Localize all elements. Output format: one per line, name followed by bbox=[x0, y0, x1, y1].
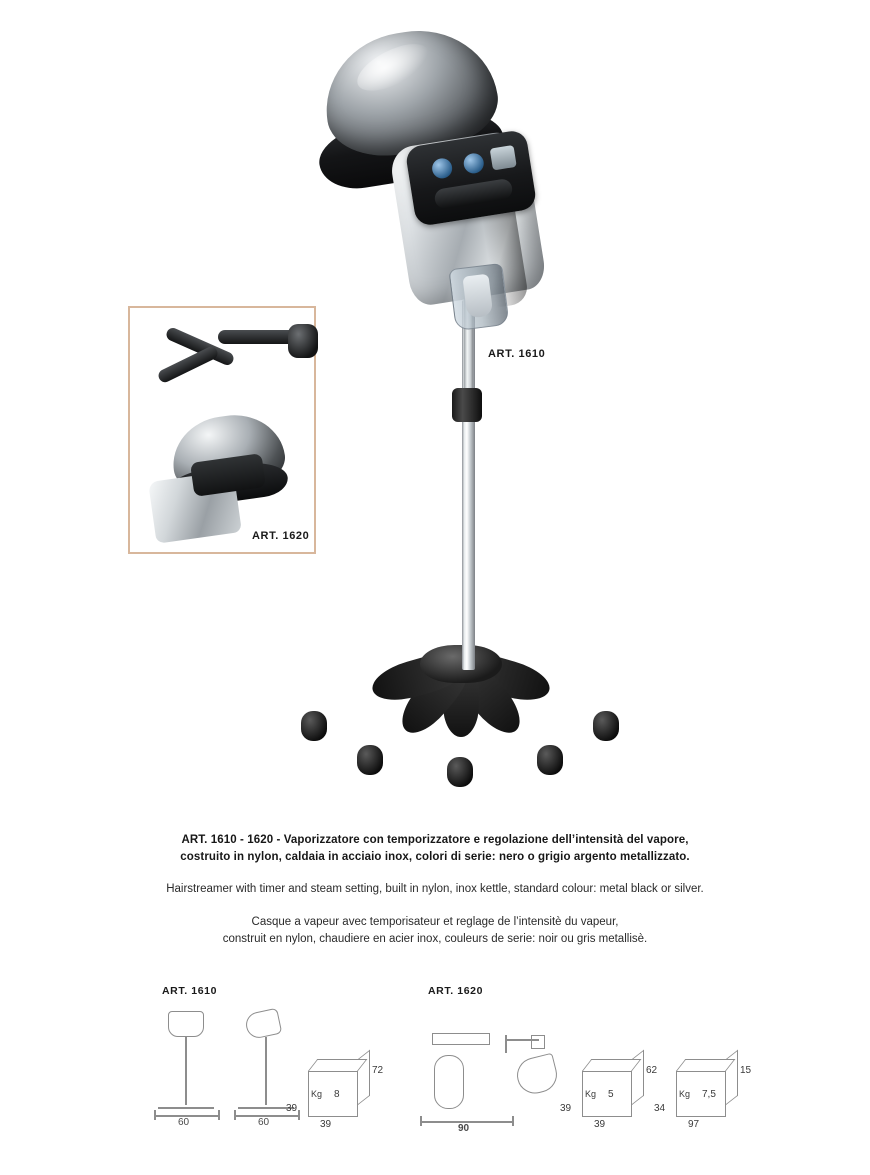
panel-vent bbox=[433, 178, 513, 210]
inset-photo-frame bbox=[128, 306, 316, 554]
drawing-dome-outline bbox=[434, 1055, 464, 1109]
carton-width: 97 bbox=[688, 1119, 700, 1130]
carton-kg-value: 5 bbox=[608, 1089, 614, 1100]
caster-wheel bbox=[301, 711, 327, 741]
carton-kg-value: 8 bbox=[334, 1089, 340, 1100]
steamer-head bbox=[318, 28, 558, 318]
drawing-pole-line bbox=[265, 1037, 267, 1105]
carton-kg-label: Kg bbox=[585, 1089, 597, 1099]
panel-display bbox=[490, 145, 517, 170]
carton-1610 bbox=[286, 1059, 384, 1130]
carton-height: 15 bbox=[740, 1065, 752, 1076]
carton-depth: 34 bbox=[654, 1103, 666, 1114]
description-fr-line2: construit en nylon, chaudiere en acier inox, couleurs de serie: noir ou gris metallisè. bbox=[222, 932, 648, 945]
dim-1620-width: 90 bbox=[458, 1123, 470, 1134]
description-block bbox=[0, 832, 870, 947]
carton-width: 39 bbox=[320, 1119, 332, 1130]
carton-height: 72 bbox=[372, 1065, 384, 1076]
dome-highlight bbox=[350, 35, 435, 101]
description-fr-line1: Casque a vapeur avec temporisateur et reglage de l’intensitè du vapeur, bbox=[251, 916, 619, 929]
drawing-dome-outline bbox=[513, 1053, 561, 1098]
dim-1610-front-width: 60 bbox=[178, 1117, 190, 1128]
drawing-dome-outline bbox=[168, 1011, 204, 1037]
drawing-1610-front bbox=[148, 1011, 234, 1129]
drawing-dimension-tick bbox=[218, 1110, 220, 1120]
height-adjust-collar bbox=[452, 388, 482, 422]
wall-mount-arm bbox=[150, 324, 310, 394]
carton-width: 39 bbox=[594, 1119, 606, 1130]
label-art-1620: ART. 1620 bbox=[252, 530, 310, 542]
carton-kg-label: Kg bbox=[679, 1089, 691, 1099]
description-it-line2: costruito in nylon, caldaia in acciaio inox, colori di serie: nero o grigio argento metallizzato. bbox=[180, 850, 690, 863]
inox-kettle bbox=[448, 263, 509, 331]
carton-side-face bbox=[632, 1050, 644, 1105]
drawing-dimension-tick bbox=[234, 1110, 236, 1120]
drawing-pole-line bbox=[185, 1037, 187, 1105]
carton-1620-a bbox=[560, 1059, 658, 1130]
drawing-dimension-tick bbox=[154, 1110, 156, 1120]
drawing-dimension-tick bbox=[298, 1110, 300, 1120]
drawing-base-line bbox=[158, 1107, 214, 1109]
stand-base bbox=[295, 645, 625, 765]
arm-joint bbox=[288, 324, 318, 358]
carton-height: 62 bbox=[646, 1065, 658, 1076]
carton-depth: 39 bbox=[560, 1103, 572, 1114]
caster-wheel bbox=[447, 757, 473, 787]
drawing-1610-side bbox=[228, 1011, 314, 1129]
dim-1610-side-width: 60 bbox=[258, 1117, 270, 1128]
carton-depth: 39 bbox=[286, 1103, 298, 1114]
drawing-wall-line bbox=[505, 1035, 507, 1053]
base-hub bbox=[420, 645, 502, 683]
kettle-inner bbox=[462, 274, 493, 319]
drawing-arm-joint bbox=[531, 1035, 545, 1049]
tech-label-1610: ART. 1610 bbox=[162, 985, 218, 997]
steam-knob bbox=[462, 152, 485, 175]
carton-kg-label: Kg bbox=[311, 1089, 323, 1099]
timer-knob bbox=[431, 157, 454, 180]
description-en-line1: Hairstreamer with timer and steam setting, built in nylon, inox kettle, standard colour: metal black or silver. bbox=[166, 883, 704, 896]
carton-side-face bbox=[358, 1050, 370, 1105]
technical-drawings bbox=[0, 975, 870, 1155]
arm-segment bbox=[156, 345, 219, 385]
carton-side-face bbox=[726, 1050, 738, 1105]
carton-1620-b bbox=[654, 1059, 752, 1130]
tech-label-1620: ART. 1620 bbox=[428, 985, 484, 997]
caster-wheel bbox=[537, 745, 563, 775]
description-it-line1: ART. 1610 - 1620 - Vaporizzatore con temporizzatore e regolazione dell’intensità del vapore, bbox=[181, 834, 689, 846]
caster-wheel bbox=[593, 711, 619, 741]
carton-kg-value: 7,5 bbox=[702, 1089, 716, 1100]
caster-wheel bbox=[357, 745, 383, 775]
drawing-wall-bracket bbox=[432, 1033, 490, 1045]
drawing-dimension-tick bbox=[420, 1116, 422, 1126]
drawing-dome-outline bbox=[244, 1008, 283, 1041]
label-art-1610: ART. 1610 bbox=[488, 348, 546, 360]
